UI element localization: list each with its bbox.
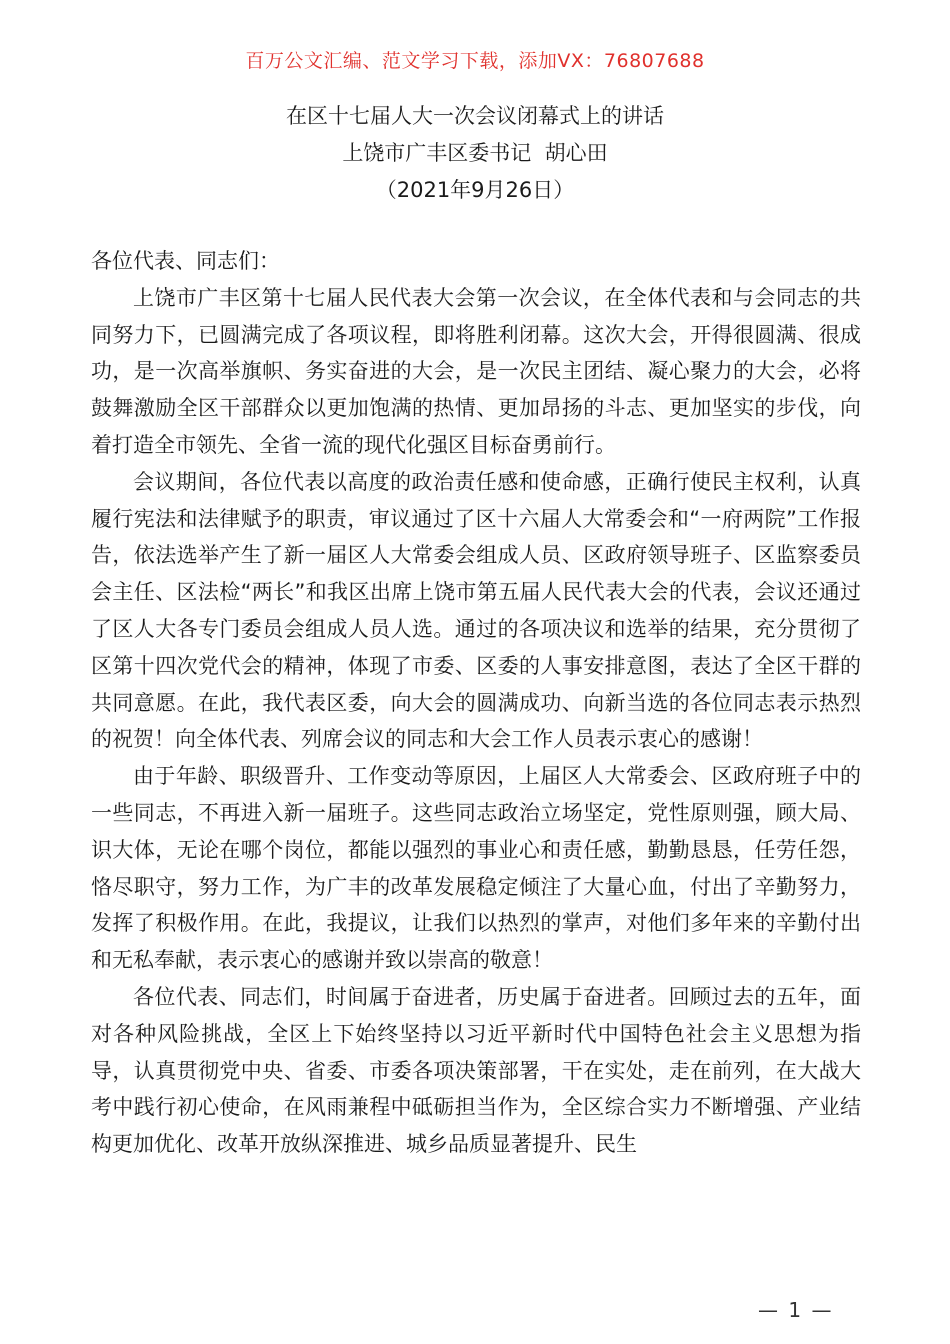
document-title: 在区十七届人大一次会议闭幕式上的讲话 xyxy=(286,104,664,128)
paragraph-1: 上饶市广丰区第十七届人民代表大会第一次会议，在全体代表和与会同志的共同努力下，已圆满完成了各项议程，即将胜利闭幕。这次大会，开得很圆满、很成功，是一次高举旗帜、务实奋进的大会，是一次民主团结、凝心聚力的大会，必将鼓舞激励全区干部群众以更加饱满的热情、更加昂扬的斗志、更加坚实的步伐，向着打造全市领先、全省一流的现代化强区目标奋勇前行。 xyxy=(91,285,861,457)
paragraph-2: 会议期间，各位代表以高度的政治责任感和使命感，正确行使民主权利，认真履行宪法和法律赋予的职责，审议通过了区十六届人大常委会和“一府两院”工作报告，依法选举产生了新一届区人大常委会组成人员、区政府领导班子、区监察委员会主任、区法检“两长”和我区出席上饶市第五届人民代表大会的代表，会议还通过了区人大各专门委员会组成人员人选。通过的各项决议和选举的结果，充分贯彻了区第十四次党代会的精神，体现了市委、区委的人事安排意图，表达了全区干群的共同意愿。在此，我代表区委，向大会的圆满成功、向新当选的各位同志表示热烈的祝贺！向全体代表、列席会议的同志和大会工作人员表示衷心的感谢！ xyxy=(91,469,861,752)
watermark-text: 百万公文汇编、范文学习下载，添加VX：76807688 xyxy=(245,50,705,72)
salutation: 各位代表、同志们： xyxy=(91,249,280,273)
document-header xyxy=(0,98,950,209)
paragraph-4: 各位代表、同志们，时间属于奋进者，历史属于奋进者。回顾过去的五年，面对各种风险挑战，全区上下始终坚持以习近平新时代中国特色社会主义思想为指导，认真贯彻党中央、省委、市委各项决策部署，干在实处，走在前列，在大战大考中践行初心使命，在风雨兼程中砥砺担当作为，全区综合实力不断增强、产业结构更加优化、改革开放纵深推进、城乡品质显著提升、民生 xyxy=(91,984,861,1157)
paragraph-3: 由于年龄、职级晋升、工作变动等原因，上届区人大常委会、区政府班子中的一些同志，不再进入新一届班子。这些同志政治立场坚定，党性原则强，顾大局、识大体，无论在哪个岗位，都能以强烈的事业心和责任感，勤勤恳恳，任劳任怨，恪尽职守，努力工作，为广丰的改革发展稳定倾注了大量心血，付出了辛勤努力，发挥了积极作用。在此，我提议，让我们以热烈的掌声，对他们多年来的辛勤付出和无私奉献，表示衷心的感谢并致以崇高的敬意！ xyxy=(91,764,861,973)
speech-body xyxy=(91,243,861,1163)
date-line: （2021年9月26日） xyxy=(375,178,575,202)
speaker-line: 上饶市广丰区委书记 胡心田 xyxy=(342,141,608,165)
page-number: — 1 — xyxy=(758,1298,834,1322)
